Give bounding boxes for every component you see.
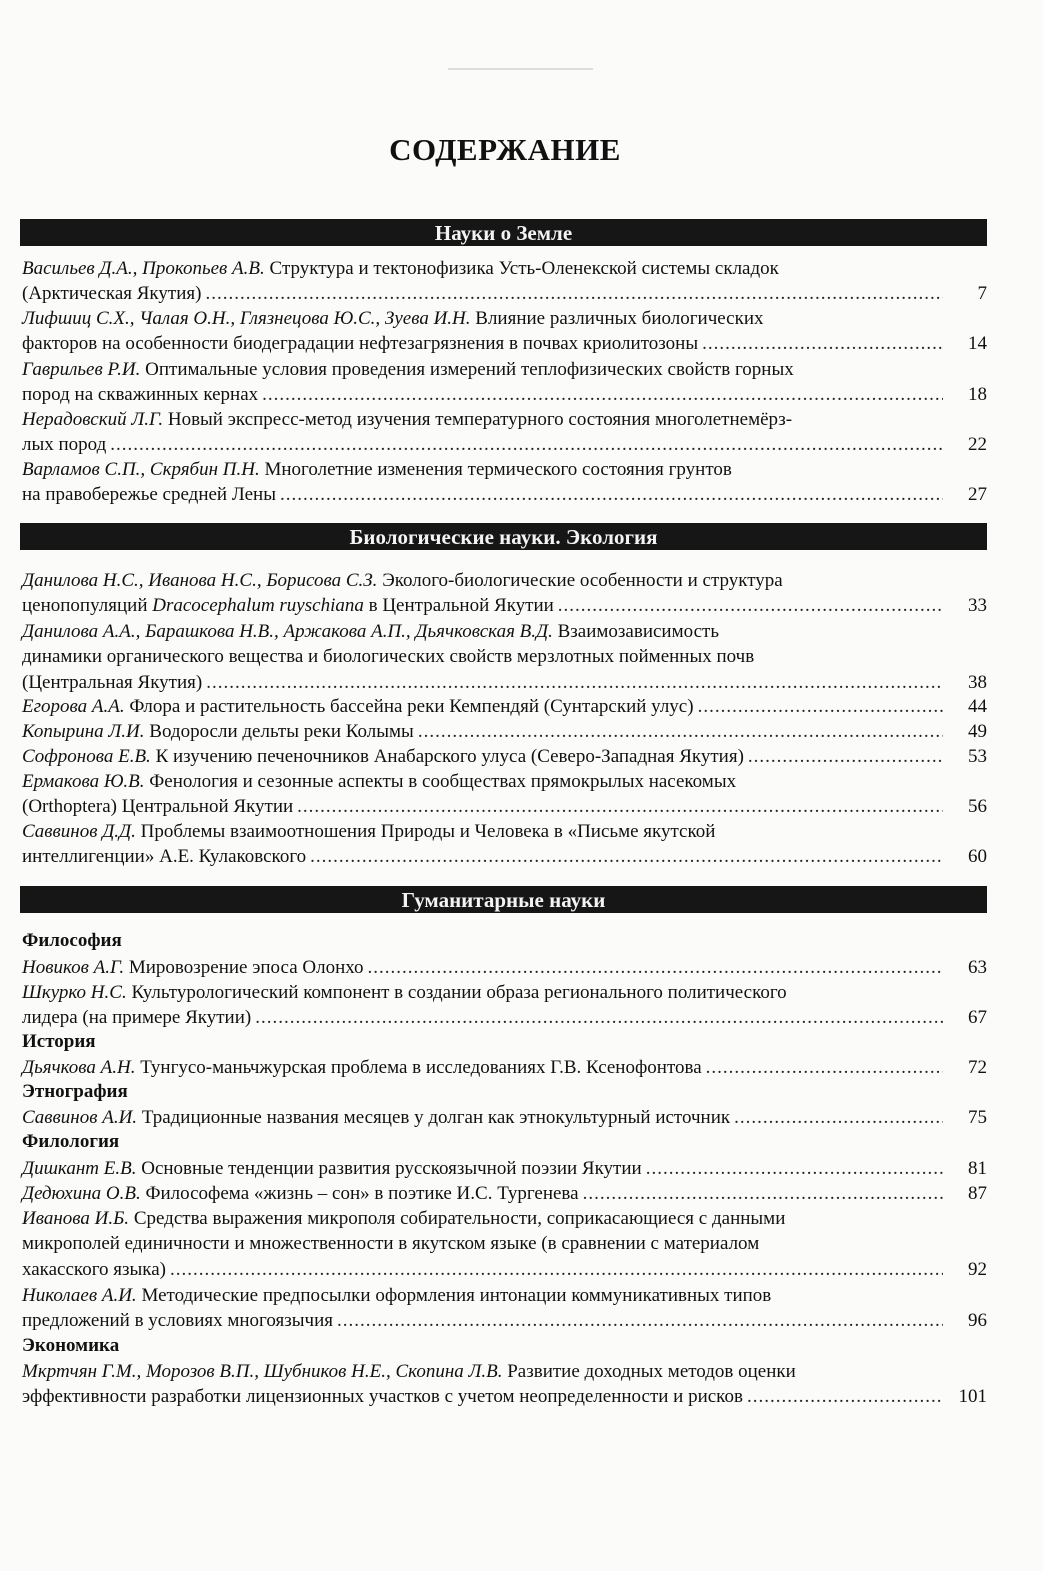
toc-entry-title-line: на правобережье средней Лены xyxy=(22,484,276,506)
dot-leader xyxy=(206,670,943,695)
dot-leader xyxy=(297,794,943,819)
toc-entry[interactable] xyxy=(22,694,987,719)
dot-leader xyxy=(646,1156,943,1181)
page-number: 72 xyxy=(968,1057,987,1078)
toc-entry-line xyxy=(22,769,987,794)
section-bar-humanities: Гуманитарные науки xyxy=(20,886,987,913)
toc-entry-title-line: лидера (на примере Якутии) xyxy=(22,1007,252,1029)
toc-entry-line xyxy=(22,1206,987,1231)
toc-entry-title-line: пород на скважинных кернах xyxy=(22,384,259,406)
dot-leader xyxy=(583,1181,943,1206)
toc-entry-title-line: К изучению печеночников Анабарского улуса (Северо-Западная Якутия) xyxy=(155,746,744,767)
toc-entry[interactable] xyxy=(22,619,987,695)
page-number: 75 xyxy=(968,1107,987,1128)
toc-entry-authors: Саввинов Д.Д. xyxy=(22,821,136,842)
toc-entry-final-line xyxy=(22,1257,987,1282)
toc-entry-final-line xyxy=(22,744,987,769)
toc-entry-title-line: Взаимозависимость xyxy=(557,621,719,642)
toc-entry-line xyxy=(22,1283,987,1308)
toc-entry-title-line: Развитие доходных методов оценки xyxy=(507,1361,796,1382)
toc-entry-final-line xyxy=(22,1055,987,1080)
toc-entry[interactable] xyxy=(22,1283,987,1334)
toc-entry-line xyxy=(22,407,987,432)
toc-entry-title-line: факторов на особенности биодеградации нефтезагрязнения в почвах криолитозоны xyxy=(22,333,699,355)
toc-entry-authors: Васильев Д.А., Прокопьев А.В. xyxy=(22,258,265,279)
subsection-history: История xyxy=(22,1031,96,1052)
toc-entry-title-line: ценопопуляций Dracocephalum ruyschiana в Центральной Якутии xyxy=(22,595,554,617)
subsection-philology: Филология xyxy=(22,1131,120,1152)
toc-entry[interactable] xyxy=(22,357,987,408)
toc-entry[interactable] xyxy=(22,1359,987,1410)
toc-entry[interactable] xyxy=(22,407,987,458)
toc-entry-final-line xyxy=(22,719,987,744)
dot-leader xyxy=(280,482,943,507)
toc-entry-title-line: Философема «жизнь – сон» в поэтике И.С. Тургенева xyxy=(145,1183,579,1204)
toc-entry-title-line: хакасского языка) xyxy=(22,1258,166,1280)
toc-entry-final-line xyxy=(22,281,987,306)
dot-leader xyxy=(734,1105,943,1130)
toc-entry-title-line: Фенология и сезонные аспекты в сообществах прямокрылых насекомых xyxy=(149,771,737,792)
toc-entry[interactable] xyxy=(22,1105,987,1130)
toc-entry-line xyxy=(22,819,987,844)
toc-entry-final-line xyxy=(22,1105,987,1130)
faint-mark xyxy=(448,68,593,70)
toc-entry[interactable] xyxy=(22,1055,987,1080)
dot-leader xyxy=(110,432,943,457)
toc-entry-final-line xyxy=(22,593,987,618)
subsection-economics: Экономика xyxy=(22,1335,120,1356)
toc-entry-title-line: интеллигенции» А.Е. Кулаковского xyxy=(22,846,307,868)
toc-entry[interactable] xyxy=(22,568,987,619)
toc-entry[interactable] xyxy=(22,1156,987,1181)
page-number: 22 xyxy=(968,434,987,456)
toc-entry-final-line xyxy=(22,1156,987,1181)
page-number: 101 xyxy=(958,1386,987,1408)
toc-entry-final-line xyxy=(22,694,987,719)
dot-leader xyxy=(558,593,943,618)
dot-leader xyxy=(748,744,943,769)
toc-entry-final-line xyxy=(22,1005,987,1030)
toc-entry[interactable] xyxy=(22,769,987,820)
toc-entry-authors: Софронова Е.В. xyxy=(22,746,151,767)
toc-entry-final-line xyxy=(22,1308,987,1333)
toc-entry-final-line xyxy=(22,1181,987,1206)
toc-entry-final-line xyxy=(22,844,987,869)
toc-entry-final-line xyxy=(22,382,987,407)
toc-entry-authors: Мкртчян Г.М., Морозов В.П., Шубников Н.Е., Скопина Л.В. xyxy=(22,1361,503,1382)
toc-entry-line xyxy=(22,306,987,331)
toc-entry-title-line: Водоросли дельты реки Колымы xyxy=(149,721,414,742)
toc-entry-authors: Данилова А.А., Барашкова Н.В., Аржакова А.П., Дьячковская В.Д. xyxy=(22,621,553,642)
toc-entry-line xyxy=(22,1359,987,1384)
toc-entry-title-line: Структура и тектонофизика Усть-Оленекской системы складок xyxy=(269,258,779,279)
toc-entry-authors: Варламов С.П., Скрябин П.Н. xyxy=(22,459,260,480)
toc-entry-title-line: Средства выражения микрополя собирательности, соприкасающиеся с данными xyxy=(133,1208,786,1229)
toc-entry-line xyxy=(22,1231,987,1256)
dot-leader xyxy=(702,331,943,356)
toc-entry-title-line: (Orthoptera) Центральной Якутии xyxy=(22,796,294,818)
toc-entry-authors: Данилова Н.С., Иванова Н.С., Борисова С.З. xyxy=(22,570,378,591)
toc-entry-final-line xyxy=(22,482,987,507)
subsection-ethnography: Этнография xyxy=(22,1081,128,1102)
page-number: 49 xyxy=(968,721,987,742)
subsection-philosophy: Философия xyxy=(22,930,122,951)
dot-leader xyxy=(368,955,943,980)
toc-entry-line xyxy=(22,357,987,382)
toc-entry-authors: Саввинов А.И. xyxy=(22,1107,138,1128)
toc-entry[interactable] xyxy=(22,457,987,508)
toc-entry-final-line xyxy=(22,331,987,356)
toc-entry-line xyxy=(22,457,987,482)
dot-leader xyxy=(747,1384,943,1409)
dot-leader xyxy=(310,844,943,869)
toc-entry-final-line xyxy=(22,670,987,695)
page-number: 60 xyxy=(968,846,987,868)
toc-entry-title-line: лых пород xyxy=(22,434,107,456)
toc-entry-title-line: (Арктическая Якутия) xyxy=(22,283,202,305)
toc-entry-title-line: Тунгусо-маньчжурская проблема в исследованиях Г.В. Ксенофонтова xyxy=(140,1057,702,1078)
dot-leader xyxy=(262,382,943,407)
dot-leader xyxy=(205,281,943,306)
toc-entry[interactable] xyxy=(22,306,987,357)
page-number: 81 xyxy=(968,1158,987,1179)
toc-entry-title-line: эффективности разработки лицензионных участков с учетом неопределенности и рисков xyxy=(22,1386,743,1408)
toc-entry-line xyxy=(22,980,987,1005)
toc-entry-title-line: Культурологический компонент в создании образа регионального политического xyxy=(131,982,787,1003)
section-bar-earth-sciences: Науки о Земле xyxy=(20,219,987,246)
toc-entry-line xyxy=(22,256,987,281)
toc-entry-title-line: (Центральная Якутия) xyxy=(22,671,203,693)
toc-entry[interactable] xyxy=(22,819,987,870)
toc-entry-final-line xyxy=(22,1384,987,1409)
page-number: 18 xyxy=(968,384,987,406)
toc-entry-final-line xyxy=(22,432,987,457)
toc-entry-final-line xyxy=(22,955,987,980)
toc-entry[interactable] xyxy=(22,744,987,769)
dot-leader xyxy=(418,719,943,744)
toc-entry[interactable] xyxy=(22,980,987,1031)
toc-entry-title-line: микрополей единичности и множественности в якутском языке (в сравнении с материалом xyxy=(22,1233,760,1255)
toc-entry-title-line: Многолетние изменения термического состояния грунтов xyxy=(264,459,732,480)
page-number: 92 xyxy=(968,1258,987,1280)
page-number: 33 xyxy=(968,595,987,617)
toc-entry-authors: Гаврильев Р.И. xyxy=(22,359,141,380)
toc-entry[interactable] xyxy=(22,1181,987,1206)
toc-entry[interactable] xyxy=(22,719,987,744)
toc-entry-title-line: Основные тенденции развития русскоязычной поэзии Якутии xyxy=(141,1158,642,1179)
toc-entry-title-line: Новый экспресс-метод изучения температурного состояния многолетнемёрз- xyxy=(167,409,793,430)
toc-entry-authors: Дишкант Е.В. xyxy=(22,1158,137,1179)
toc-entry-authors: Дьячкова А.Н. xyxy=(22,1057,136,1078)
species-name: Dracocephalum ruyschiana xyxy=(152,595,364,617)
toc-entry-title-line: Эколого-биологические особенности и структура xyxy=(382,570,783,591)
toc-entry-final-line xyxy=(22,794,987,819)
toc-entry[interactable] xyxy=(22,1206,987,1282)
toc-entry-title-line: Флора и растительность бассейна реки Кемпендяй (Сунтарский улус) xyxy=(129,696,694,717)
toc-entry-line xyxy=(22,619,987,644)
toc-entry[interactable] xyxy=(22,955,987,980)
page-number: 63 xyxy=(968,957,987,978)
page-number: 87 xyxy=(968,1183,987,1204)
toc-entry-authors: Нерадовский Л.Г. xyxy=(22,409,164,430)
dot-leader xyxy=(698,694,943,719)
section-bar-biology-ecology: Биологические науки. Экология xyxy=(20,523,987,550)
toc-entry-title-line: Влияние различных биологических xyxy=(475,308,764,329)
toc-entry-title-line: динамики органического вещества и биологических свойств мерзлотных пойменных почв xyxy=(22,646,755,668)
page-number: 44 xyxy=(968,696,987,717)
toc-entry-line xyxy=(22,568,987,593)
dot-leader xyxy=(706,1055,943,1080)
toc-entry-line xyxy=(22,644,987,669)
toc-entry-title-line: предложений в условиях многоязычия xyxy=(22,1310,333,1332)
toc-entry-title-line: Методические предпосылки оформления интонации коммуникативных типов xyxy=(141,1285,772,1306)
toc-entry-authors: Лифшиц С.Х., Чалая О.Н., Глязнецова Ю.С., Зуева И.Н. xyxy=(22,308,471,329)
page-number: 38 xyxy=(968,671,987,693)
toc-entry-authors: Новиков А.Г. xyxy=(22,957,125,978)
page-number: 53 xyxy=(968,746,987,767)
dot-leader xyxy=(255,1005,943,1030)
toc-entry[interactable] xyxy=(22,256,987,307)
dot-leader xyxy=(170,1257,943,1282)
toc-entry-title-line: Оптимальные условия проведения измерений теплофизических свойств горных xyxy=(145,359,794,380)
page-number: 27 xyxy=(968,484,987,506)
page-number: 67 xyxy=(968,1007,987,1029)
toc-entry-authors: Егорова А.А. xyxy=(22,696,125,717)
page-number: 56 xyxy=(968,796,987,818)
toc-entry-title-line: Традиционные названия месяцев у долган как этнокультурный источник xyxy=(141,1107,731,1128)
page-number: 96 xyxy=(968,1310,987,1332)
toc-entry-authors: Ермакова Ю.В. xyxy=(22,771,145,792)
page-number: 7 xyxy=(977,283,987,305)
toc-entry-title-line: Мировозрение эпоса Олонхо xyxy=(128,957,364,978)
toc-entry-title-line: Проблемы взаимоотношения Природы и Человека в «Письме якутской xyxy=(140,821,716,842)
toc-entry-authors: Иванова И.Б. xyxy=(22,1208,130,1229)
toc-entry-authors: Николаев А.И. xyxy=(22,1285,137,1306)
page-title: СОДЕРЖАНИЕ xyxy=(389,132,621,167)
page-number: 14 xyxy=(968,333,987,355)
toc-entry-authors: Шкурко Н.С. xyxy=(22,982,127,1003)
dot-leader xyxy=(337,1308,943,1333)
toc-entry-authors: Дедюхина О.В. xyxy=(22,1183,141,1204)
toc-entry-authors: Копырина Л.И. xyxy=(22,721,145,742)
